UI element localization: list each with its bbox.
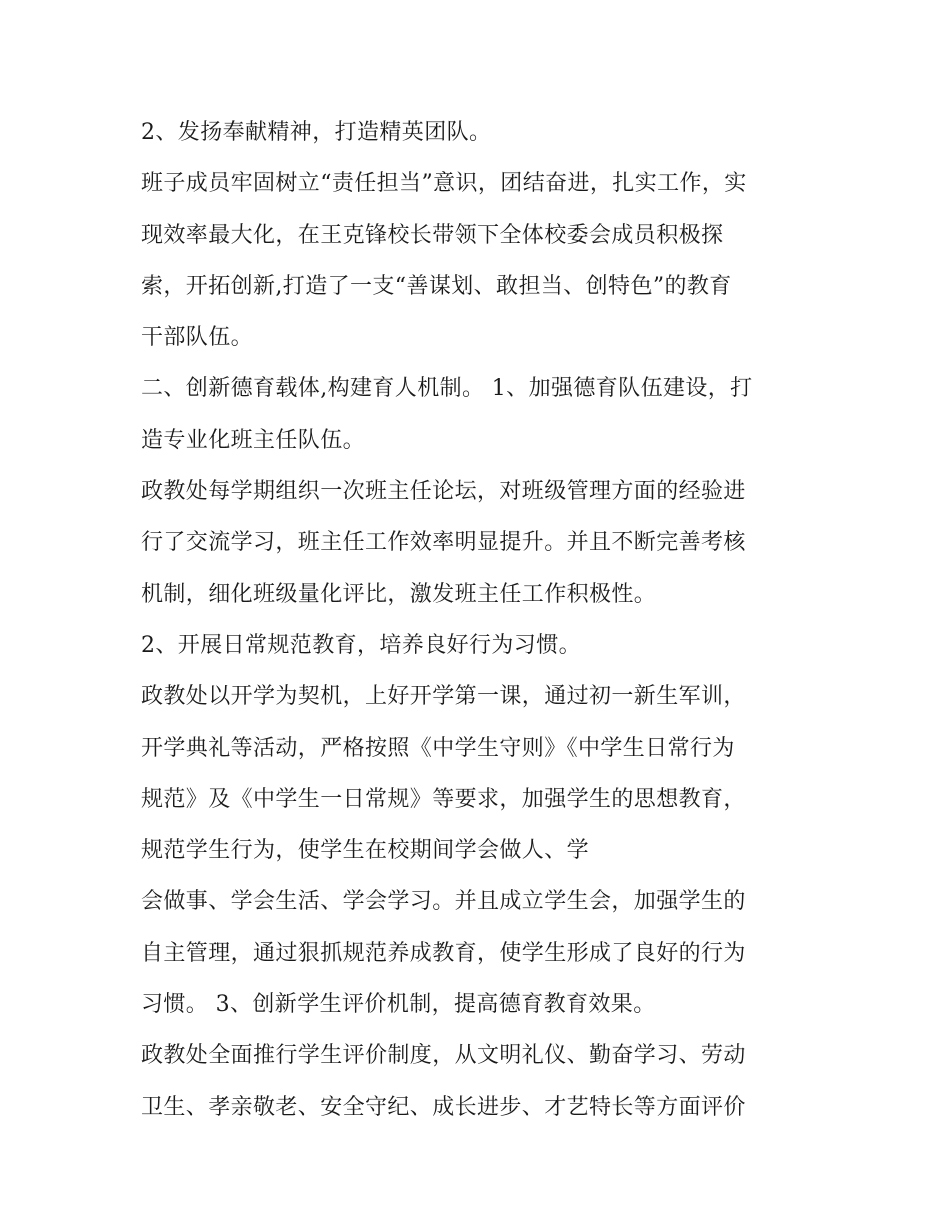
- text-line: 会做事、学会生活、学会学习。并且成立学生会，加强学生的: [141, 889, 746, 915]
- text-line: 政教处以开学为契机，上好开学第一课，通过初一新生军训，: [141, 684, 746, 710]
- text-line: 2、开展日常规范教育，培养良好行为习惯。: [141, 632, 581, 658]
- text-line: 二、创新德育载体,构建育人机制。 1、加强德育队伍建设，打: [141, 376, 753, 402]
- text-line: 卫生、孝亲敬老、安全守纪、成长进步、才艺特长等方面评价: [141, 1094, 746, 1120]
- document-body: [141, 107, 821, 1133]
- text-line: 索，开拓创新,打造了一支“善谋划、敢担当、创特色”的教育: [141, 273, 732, 299]
- text-line: 开学典礼等活动，严格按照《中学生守则》《中学生日常行为: [141, 735, 735, 761]
- text-line: 自主管理，通过狠抓规范养成教育，使学生形成了良好的行为: [141, 940, 746, 966]
- text-line: 班子成员牢固树立“责任担当”意识，团结奋进，扎实工作，实: [141, 171, 747, 197]
- text-line: 规范》及《中学生一日常规》等要求，加强学生的思想教育，: [141, 786, 746, 812]
- text-line: 政教处全面推行学生评价制度，从文明礼仪、勤奋学习、劳动: [141, 1043, 746, 1069]
- text-line: 造专业化班主任队伍。: [141, 427, 366, 453]
- text-line: 政教处每学期组织一次班主任论坛，对班级管理方面的经验进: [141, 479, 746, 505]
- text-line: 行了交流学习，班主任工作效率明显提升。并且不断完善考核: [141, 530, 746, 556]
- text-line: 机制，细化班级量化评比，激发班主任工作积极性。: [141, 581, 657, 607]
- text-line: 规范学生行为，使学生在校期间学会做人、学: [141, 838, 590, 864]
- text-line: 习惯。 3、创新学生评价机制，提高德育教育效果。: [141, 992, 656, 1018]
- text-line: 现效率最大化，在王克锋校长带领下全体校委会成员积极探: [141, 222, 724, 248]
- text-line: 2、发扬奉献精神，打造精英团队。: [141, 120, 492, 145]
- text-line: 干部队伍。: [141, 325, 254, 351]
